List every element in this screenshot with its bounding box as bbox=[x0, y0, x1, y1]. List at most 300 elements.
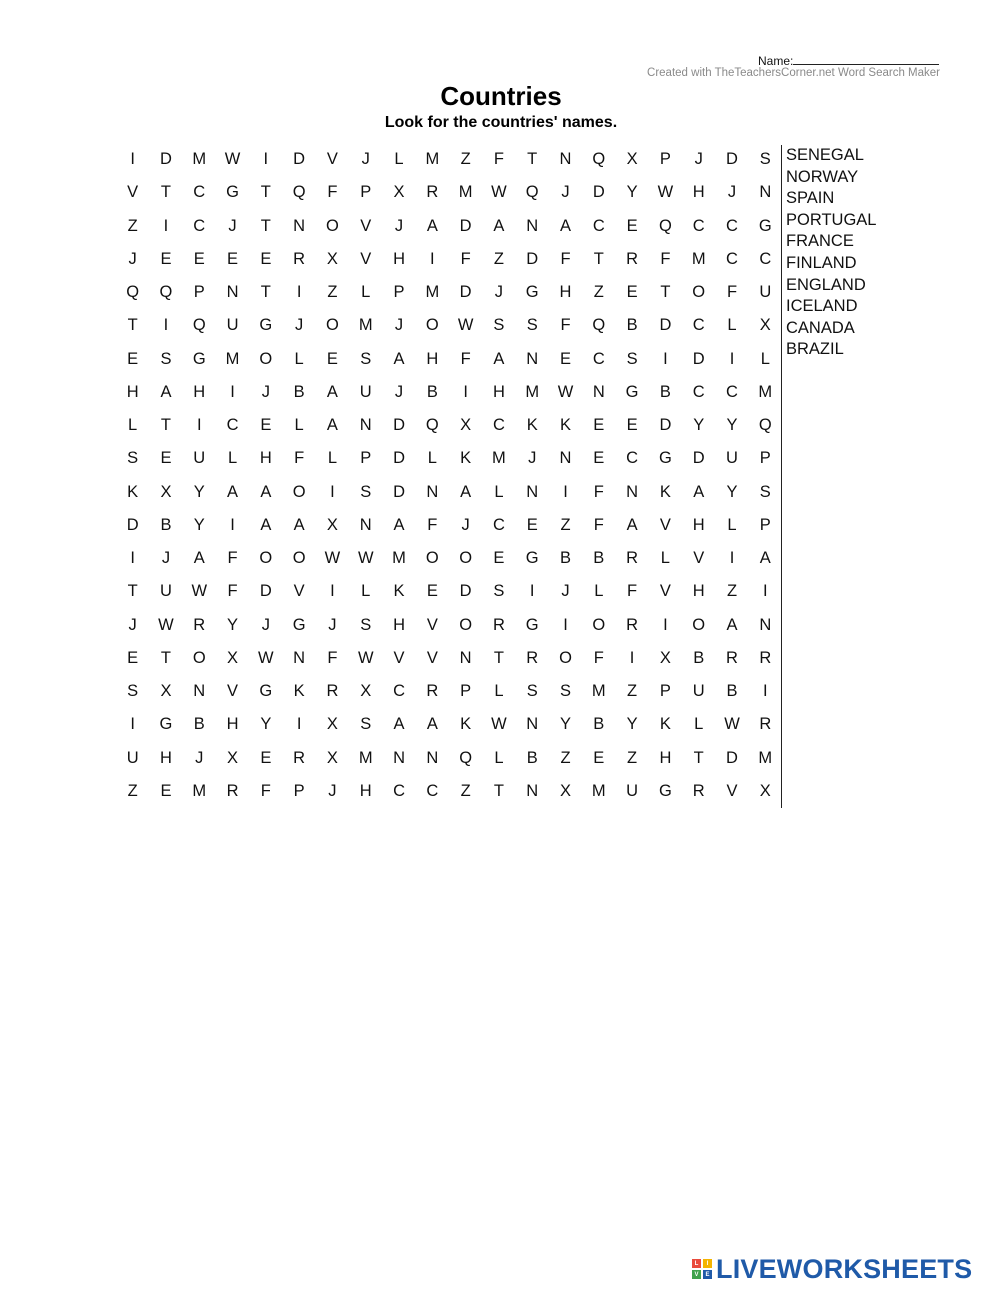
grid-cell[interactable]: J bbox=[261, 615, 270, 634]
grid-cell[interactable]: D bbox=[393, 449, 405, 468]
grid-cell[interactable]: F bbox=[726, 283, 738, 302]
grid-cell[interactable]: O bbox=[692, 283, 706, 302]
grid-cell[interactable]: G bbox=[758, 216, 772, 235]
grid-cell[interactable]: A bbox=[260, 515, 272, 534]
grid-cell[interactable]: L bbox=[294, 349, 304, 368]
grid-cell[interactable]: K bbox=[293, 682, 305, 701]
grid-cell[interactable]: T bbox=[260, 183, 271, 202]
grid-cell[interactable]: O bbox=[326, 216, 339, 235]
grid-cell[interactable]: T bbox=[160, 648, 171, 667]
grid-cell[interactable]: N bbox=[626, 482, 639, 501]
grid-cell[interactable]: I bbox=[230, 515, 235, 534]
grid-cell[interactable]: C bbox=[626, 449, 639, 468]
grid-cell[interactable]: I bbox=[762, 682, 768, 701]
grid-cell[interactable]: I bbox=[296, 283, 302, 302]
grid-cell[interactable]: D bbox=[293, 150, 306, 169]
grid-cell[interactable]: Y bbox=[726, 416, 738, 435]
grid-cell[interactable]: X bbox=[326, 748, 338, 767]
grid-cell[interactable]: N bbox=[526, 482, 539, 501]
grid-cell[interactable]: Q bbox=[758, 416, 772, 435]
grid-cell[interactable]: V bbox=[659, 515, 671, 534]
grid-cell[interactable]: J bbox=[561, 582, 570, 601]
grid-cell[interactable]: J bbox=[361, 150, 370, 169]
grid-cell[interactable]: X bbox=[560, 781, 572, 800]
grid-cell[interactable]: Q bbox=[658, 216, 672, 235]
grid-cell[interactable]: W bbox=[557, 382, 574, 401]
grid-cell[interactable]: Q bbox=[592, 316, 606, 335]
grid-cell[interactable]: C bbox=[193, 216, 206, 235]
grid-cell[interactable]: G bbox=[159, 715, 173, 734]
grid-cell[interactable]: Z bbox=[560, 748, 571, 767]
grid-cell[interactable]: M bbox=[358, 748, 373, 767]
grid-cell[interactable]: A bbox=[759, 549, 771, 568]
grid-cell[interactable]: H bbox=[259, 449, 272, 468]
grid-cell[interactable]: X bbox=[326, 515, 338, 534]
grid-cell[interactable]: G bbox=[226, 183, 239, 202]
grid-cell[interactable]: U bbox=[759, 283, 772, 302]
grid-cell[interactable]: N bbox=[526, 216, 539, 235]
grid-cell[interactable]: N bbox=[526, 349, 539, 368]
grid-cell[interactable]: A bbox=[560, 216, 572, 235]
grid-cell[interactable]: H bbox=[692, 183, 705, 202]
grid-cell[interactable]: I bbox=[130, 150, 135, 169]
grid-cell[interactable]: D bbox=[726, 748, 738, 767]
grid-cell[interactable]: V bbox=[726, 781, 738, 800]
grid-cell[interactable]: J bbox=[328, 781, 337, 800]
grid-cell[interactable]: A bbox=[726, 615, 738, 634]
grid-cell[interactable]: Z bbox=[560, 515, 571, 534]
grid-cell[interactable]: R bbox=[492, 615, 505, 634]
grid-cell[interactable]: O bbox=[459, 615, 473, 634]
grid-cell[interactable]: X bbox=[160, 682, 172, 701]
grid-cell[interactable]: O bbox=[692, 615, 706, 634]
grid-cell[interactable]: N bbox=[359, 515, 372, 534]
grid-cell[interactable]: G bbox=[259, 682, 273, 701]
grid-cell[interactable]: Y bbox=[726, 482, 738, 501]
grid-cell[interactable]: M bbox=[192, 781, 207, 800]
grid-cell[interactable]: L bbox=[427, 449, 437, 468]
grid-cell[interactable]: C bbox=[226, 416, 239, 435]
word-search-grid[interactable] bbox=[116, 143, 782, 808]
grid-cell[interactable]: L bbox=[361, 582, 371, 601]
grid-cell[interactable]: F bbox=[460, 249, 471, 268]
grid-cell[interactable]: E bbox=[593, 748, 605, 767]
grid-cell[interactable]: C bbox=[726, 216, 738, 235]
grid-cell[interactable]: J bbox=[295, 316, 304, 335]
grid-cell[interactable]: N bbox=[559, 150, 572, 169]
grid-cell[interactable]: M bbox=[192, 150, 207, 169]
grid-cell[interactable]: O bbox=[259, 549, 273, 568]
grid-cell[interactable]: Q bbox=[192, 316, 206, 335]
grid-cell[interactable]: F bbox=[627, 582, 638, 601]
grid-cell[interactable]: H bbox=[492, 382, 505, 401]
grid-cell[interactable]: V bbox=[426, 615, 438, 634]
grid-cell[interactable]: W bbox=[324, 549, 341, 568]
grid-cell[interactable]: X bbox=[227, 648, 239, 667]
grid-cell[interactable]: U bbox=[626, 781, 639, 800]
grid-cell[interactable]: H bbox=[393, 249, 405, 268]
grid-cell[interactable]: M bbox=[458, 183, 473, 202]
grid-cell[interactable]: L bbox=[294, 416, 304, 435]
grid-cell[interactable]: B bbox=[526, 748, 538, 767]
grid-cell[interactable]: D bbox=[659, 316, 672, 335]
grid-cell[interactable]: J bbox=[394, 316, 404, 335]
grid-cell[interactable]: Y bbox=[560, 715, 572, 734]
grid-cell[interactable]: M bbox=[591, 682, 606, 701]
grid-cell[interactable]: P bbox=[759, 515, 771, 534]
grid-cell[interactable]: H bbox=[393, 615, 405, 634]
grid-cell[interactable]: B bbox=[193, 715, 205, 734]
grid-cell[interactable]: F bbox=[593, 515, 604, 534]
grid-cell[interactable]: T bbox=[493, 648, 504, 667]
grid-cell[interactable]: V bbox=[227, 682, 239, 701]
grid-cell[interactable]: H bbox=[692, 515, 705, 534]
grid-cell[interactable]: T bbox=[660, 283, 671, 302]
grid-cell[interactable]: L bbox=[394, 150, 404, 169]
grid-cell[interactable]: D bbox=[526, 249, 539, 268]
grid-cell[interactable]: P bbox=[360, 449, 372, 468]
grid-cell[interactable]: Y bbox=[626, 715, 638, 734]
grid-cell[interactable]: G bbox=[259, 316, 273, 335]
grid-cell[interactable]: P bbox=[659, 150, 671, 169]
grid-cell[interactable]: X bbox=[460, 416, 472, 435]
grid-cell[interactable]: J bbox=[694, 150, 703, 169]
grid-cell[interactable]: F bbox=[593, 648, 604, 667]
grid-cell[interactable]: I bbox=[563, 482, 568, 501]
grid-cell[interactable]: M bbox=[758, 748, 773, 767]
grid-cell[interactable]: D bbox=[692, 349, 705, 368]
grid-cell[interactable]: H bbox=[226, 715, 239, 734]
grid-cell[interactable]: E bbox=[626, 416, 638, 435]
grid-cell[interactable]: C bbox=[492, 416, 505, 435]
grid-cell[interactable]: H bbox=[426, 349, 439, 368]
grid-cell[interactable]: O bbox=[192, 648, 206, 667]
grid-cell[interactable]: J bbox=[461, 515, 470, 534]
grid-cell[interactable]: A bbox=[426, 216, 438, 235]
grid-cell[interactable]: O bbox=[459, 549, 473, 568]
grid-cell[interactable]: P bbox=[460, 682, 472, 701]
grid-cell[interactable]: I bbox=[663, 349, 668, 368]
grid-cell[interactable]: A bbox=[393, 715, 405, 734]
grid-cell[interactable]: T bbox=[127, 316, 138, 335]
grid-cell[interactable]: C bbox=[193, 183, 206, 202]
grid-cell[interactable]: Q bbox=[292, 183, 306, 202]
grid-cell[interactable]: A bbox=[326, 382, 338, 401]
grid-cell[interactable]: G bbox=[525, 283, 539, 302]
grid-cell[interactable]: N bbox=[559, 449, 572, 468]
grid-cell[interactable]: N bbox=[526, 715, 539, 734]
grid-cell[interactable]: M bbox=[392, 549, 406, 568]
grid-cell[interactable]: I bbox=[529, 582, 535, 601]
grid-cell[interactable]: X bbox=[759, 781, 771, 800]
grid-cell[interactable]: U bbox=[359, 382, 372, 401]
grid-cell[interactable]: F bbox=[660, 249, 671, 268]
grid-cell[interactable]: S bbox=[360, 715, 372, 734]
grid-cell[interactable]: E bbox=[526, 515, 538, 534]
grid-cell[interactable]: L bbox=[361, 283, 371, 302]
grid-cell[interactable]: T bbox=[127, 582, 138, 601]
grid-cell[interactable]: J bbox=[195, 748, 204, 767]
grid-cell[interactable]: Y bbox=[260, 715, 272, 734]
grid-cell[interactable]: B bbox=[626, 316, 638, 335]
grid-cell[interactable]: V bbox=[693, 549, 705, 568]
grid-cell[interactable]: A bbox=[493, 216, 505, 235]
grid-cell[interactable]: L bbox=[694, 715, 704, 734]
grid-cell[interactable]: Z bbox=[627, 682, 638, 701]
grid-cell[interactable]: O bbox=[292, 549, 306, 568]
grid-cell[interactable]: L bbox=[727, 316, 737, 335]
grid-cell[interactable]: N bbox=[359, 416, 372, 435]
grid-cell[interactable]: G bbox=[658, 781, 672, 800]
grid-cell[interactable]: I bbox=[463, 382, 468, 401]
grid-cell[interactable]: C bbox=[426, 781, 439, 800]
grid-cell[interactable]: D bbox=[459, 283, 472, 302]
grid-cell[interactable]: F bbox=[560, 316, 571, 335]
grid-cell[interactable]: T bbox=[593, 249, 604, 268]
grid-cell[interactable]: C bbox=[726, 382, 738, 401]
grid-cell[interactable]: F bbox=[260, 781, 271, 800]
grid-cell[interactable]: E bbox=[227, 249, 239, 268]
grid-cell[interactable]: F bbox=[327, 183, 338, 202]
grid-cell[interactable]: W bbox=[724, 715, 740, 734]
grid-cell[interactable]: K bbox=[659, 482, 671, 501]
grid-cell[interactable]: B bbox=[593, 715, 605, 734]
grid-cell[interactable]: Y bbox=[193, 482, 205, 501]
grid-cell[interactable]: V bbox=[326, 150, 338, 169]
grid-cell[interactable]: R bbox=[293, 748, 306, 767]
grid-cell[interactable]: G bbox=[292, 615, 306, 634]
grid-cell[interactable]: M bbox=[492, 449, 506, 468]
grid-cell[interactable]: K bbox=[460, 449, 472, 468]
grid-cell[interactable]: S bbox=[127, 682, 139, 701]
grid-cell[interactable]: M bbox=[225, 349, 240, 368]
grid-cell[interactable]: J bbox=[561, 183, 570, 202]
grid-cell[interactable]: O bbox=[592, 615, 606, 634]
grid-cell[interactable]: D bbox=[692, 449, 705, 468]
grid-cell[interactable]: I bbox=[629, 648, 635, 667]
grid-cell[interactable]: L bbox=[594, 582, 604, 601]
grid-cell[interactable]: S bbox=[560, 682, 572, 701]
grid-cell[interactable]: I bbox=[729, 349, 735, 368]
grid-cell[interactable]: U bbox=[226, 316, 239, 335]
grid-cell[interactable]: I bbox=[663, 615, 668, 634]
grid-cell[interactable]: N bbox=[293, 648, 306, 667]
grid-cell[interactable]: J bbox=[394, 382, 404, 401]
grid-cell[interactable]: A bbox=[393, 349, 405, 368]
grid-cell[interactable]: E bbox=[560, 349, 572, 368]
grid-cell[interactable]: R bbox=[426, 682, 439, 701]
grid-cell[interactable]: Z bbox=[127, 216, 138, 235]
grid-cell[interactable]: W bbox=[158, 615, 174, 634]
grid-cell[interactable]: L bbox=[128, 416, 138, 435]
grid-cell[interactable]: W bbox=[457, 316, 474, 335]
grid-cell[interactable]: L bbox=[494, 682, 504, 701]
grid-cell[interactable]: Z bbox=[460, 150, 471, 169]
grid-cell[interactable]: A bbox=[227, 482, 239, 501]
grid-cell[interactable]: I bbox=[296, 715, 302, 734]
grid-cell[interactable]: J bbox=[528, 449, 537, 468]
grid-cell[interactable]: C bbox=[492, 515, 505, 534]
grid-cell[interactable]: K bbox=[526, 416, 538, 435]
grid-cell[interactable]: P bbox=[193, 283, 205, 302]
grid-cell[interactable]: G bbox=[525, 615, 539, 634]
grid-cell[interactable]: C bbox=[393, 682, 405, 701]
grid-cell[interactable]: L bbox=[760, 349, 770, 368]
grid-cell[interactable]: L bbox=[494, 482, 504, 501]
grid-cell[interactable]: C bbox=[692, 316, 705, 335]
grid-cell[interactable]: J bbox=[128, 615, 137, 634]
grid-cell[interactable]: O bbox=[425, 316, 439, 335]
grid-cell[interactable]: I bbox=[163, 216, 169, 235]
grid-cell[interactable]: Z bbox=[327, 283, 338, 302]
grid-cell[interactable]: F bbox=[560, 249, 571, 268]
grid-cell[interactable]: V bbox=[426, 648, 438, 667]
grid-cell[interactable]: S bbox=[626, 349, 638, 368]
grid-cell[interactable]: E bbox=[493, 549, 505, 568]
grid-cell[interactable]: S bbox=[493, 316, 505, 335]
grid-cell[interactable]: S bbox=[360, 349, 372, 368]
grid-cell[interactable]: D bbox=[159, 150, 172, 169]
grid-cell[interactable]: D bbox=[592, 183, 605, 202]
grid-cell[interactable]: X bbox=[227, 748, 239, 767]
grid-cell[interactable]: C bbox=[592, 349, 605, 368]
grid-cell[interactable]: E bbox=[593, 416, 605, 435]
grid-cell[interactable]: H bbox=[359, 781, 372, 800]
grid-cell[interactable]: F bbox=[593, 482, 604, 501]
grid-cell[interactable]: R bbox=[626, 249, 639, 268]
grid-cell[interactable]: T bbox=[260, 283, 271, 302]
grid-cell[interactable]: C bbox=[759, 249, 772, 268]
grid-cell[interactable]: D bbox=[459, 216, 472, 235]
grid-cell[interactable]: Z bbox=[127, 781, 138, 800]
grid-cell[interactable]: X bbox=[326, 249, 338, 268]
grid-cell[interactable]: J bbox=[128, 249, 137, 268]
grid-cell[interactable]: V bbox=[360, 249, 372, 268]
grid-cell[interactable]: V bbox=[127, 183, 139, 202]
grid-cell[interactable]: W bbox=[258, 648, 274, 667]
grid-cell[interactable]: T bbox=[260, 216, 271, 235]
grid-cell[interactable]: G bbox=[525, 549, 539, 568]
grid-cell[interactable]: E bbox=[160, 449, 172, 468]
grid-cell[interactable]: F bbox=[327, 648, 338, 667]
grid-cell[interactable]: V bbox=[293, 582, 305, 601]
grid-cell[interactable]: F bbox=[427, 515, 438, 534]
grid-cell[interactable]: G bbox=[192, 349, 206, 368]
grid-cell[interactable]: R bbox=[526, 648, 539, 667]
grid-cell[interactable]: A bbox=[160, 382, 172, 401]
grid-cell[interactable]: K bbox=[659, 715, 671, 734]
grid-cell[interactable]: A bbox=[626, 515, 638, 534]
grid-cell[interactable]: D bbox=[726, 150, 738, 169]
grid-cell[interactable]: N bbox=[526, 781, 539, 800]
grid-cell[interactable]: L bbox=[727, 515, 737, 534]
grid-cell[interactable]: A bbox=[393, 515, 405, 534]
grid-cell[interactable]: L bbox=[327, 449, 338, 468]
grid-cell[interactable]: V bbox=[393, 648, 405, 667]
grid-cell[interactable]: I bbox=[430, 249, 435, 268]
grid-cell[interactable]: P bbox=[293, 781, 305, 800]
grid-cell[interactable]: A bbox=[426, 715, 438, 734]
grid-cell[interactable]: U bbox=[193, 449, 206, 468]
grid-cell[interactable]: A bbox=[326, 416, 338, 435]
grid-cell[interactable]: Y bbox=[227, 615, 239, 634]
grid-cell[interactable]: K bbox=[393, 582, 405, 601]
grid-cell[interactable]: L bbox=[660, 549, 670, 568]
grid-cell[interactable]: Z bbox=[627, 748, 638, 767]
grid-cell[interactable]: Y bbox=[693, 416, 705, 435]
grid-cell[interactable]: T bbox=[527, 150, 538, 169]
grid-cell[interactable]: D bbox=[393, 416, 405, 435]
grid-cell[interactable]: P bbox=[659, 682, 671, 701]
grid-cell[interactable]: I bbox=[230, 382, 235, 401]
grid-cell[interactable]: S bbox=[160, 349, 172, 368]
grid-cell[interactable]: E bbox=[260, 748, 272, 767]
grid-cell[interactable]: X bbox=[659, 648, 671, 667]
grid-cell[interactable]: N bbox=[459, 648, 472, 667]
grid-cell[interactable]: O bbox=[559, 648, 572, 667]
grid-cell[interactable]: V bbox=[659, 582, 671, 601]
grid-cell[interactable]: R bbox=[426, 183, 439, 202]
grid-cell[interactable]: R bbox=[326, 682, 339, 701]
grid-cell[interactable]: K bbox=[127, 482, 139, 501]
grid-cell[interactable]: E bbox=[127, 648, 139, 667]
grid-cell[interactable]: U bbox=[126, 748, 139, 767]
grid-cell[interactable]: B bbox=[593, 549, 605, 568]
grid-cell[interactable]: R bbox=[626, 615, 639, 634]
grid-cell[interactable]: T bbox=[493, 781, 504, 800]
grid-cell[interactable]: P bbox=[759, 449, 771, 468]
grid-cell[interactable]: M bbox=[425, 150, 440, 169]
grid-cell[interactable]: W bbox=[357, 549, 374, 568]
grid-cell[interactable]: B bbox=[426, 382, 438, 401]
grid-cell[interactable]: X bbox=[626, 150, 638, 169]
grid-cell[interactable]: D bbox=[659, 416, 672, 435]
grid-cell[interactable]: Y bbox=[193, 515, 205, 534]
grid-cell[interactable]: Z bbox=[493, 249, 504, 268]
grid-cell[interactable]: N bbox=[592, 382, 605, 401]
grid-cell[interactable]: W bbox=[491, 183, 507, 202]
grid-cell[interactable]: E bbox=[127, 349, 139, 368]
grid-cell[interactable]: S bbox=[759, 150, 771, 169]
grid-cell[interactable]: S bbox=[493, 582, 505, 601]
grid-cell[interactable]: C bbox=[393, 781, 405, 800]
grid-cell[interactable]: D bbox=[126, 515, 139, 534]
grid-cell[interactable]: I bbox=[130, 549, 135, 568]
grid-cell[interactable]: L bbox=[227, 449, 238, 468]
grid-cell[interactable]: E bbox=[160, 781, 172, 800]
grid-cell[interactable]: W bbox=[491, 715, 507, 734]
grid-cell[interactable]: N bbox=[393, 748, 405, 767]
grid-cell[interactable]: S bbox=[127, 449, 139, 468]
grid-cell[interactable]: Q bbox=[525, 183, 539, 202]
grid-cell[interactable]: R bbox=[293, 249, 306, 268]
grid-cell[interactable]: B bbox=[560, 549, 572, 568]
grid-cell[interactable]: I bbox=[729, 549, 735, 568]
grid-cell[interactable]: F bbox=[227, 582, 238, 601]
grid-cell[interactable]: F bbox=[493, 150, 504, 169]
grid-cell[interactable]: J bbox=[328, 615, 337, 634]
grid-cell[interactable]: T bbox=[693, 748, 704, 767]
grid-cell[interactable]: B bbox=[293, 382, 305, 401]
grid-cell[interactable]: C bbox=[692, 216, 705, 235]
grid-cell[interactable]: M bbox=[425, 283, 440, 302]
grid-cell[interactable]: H bbox=[692, 582, 705, 601]
grid-cell[interactable]: R bbox=[759, 648, 772, 667]
grid-cell[interactable]: P bbox=[360, 183, 372, 202]
grid-cell[interactable]: S bbox=[526, 316, 538, 335]
grid-cell[interactable]: M bbox=[691, 249, 706, 268]
grid-cell[interactable]: U bbox=[692, 682, 705, 701]
